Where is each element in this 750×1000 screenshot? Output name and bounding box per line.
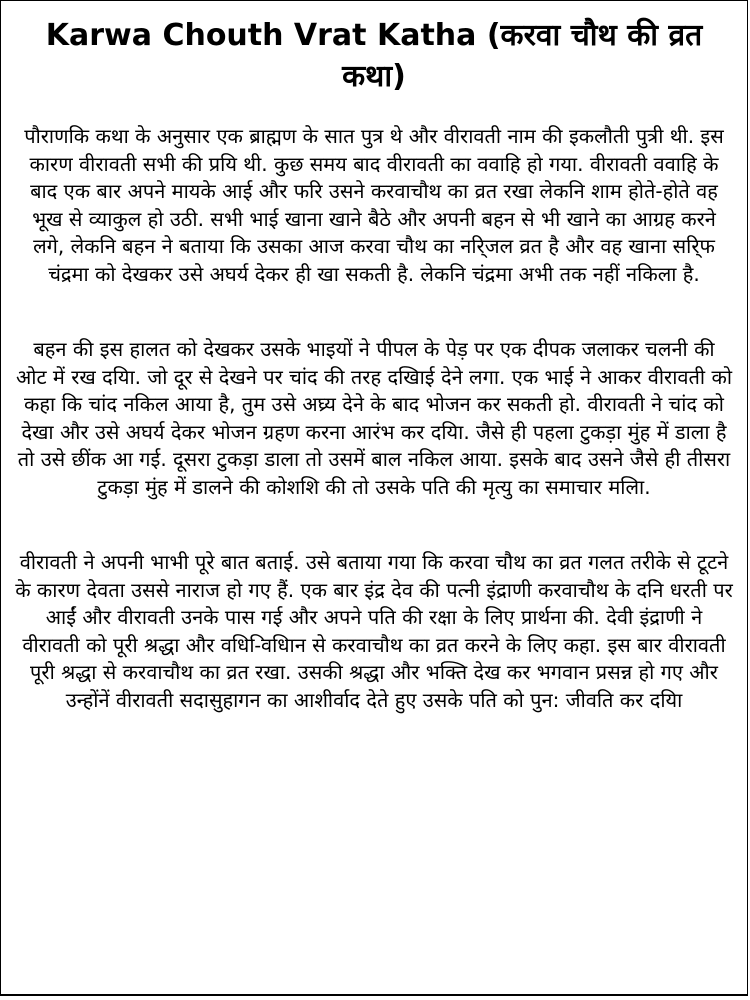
- page-title: Karwa Chouth Vrat Katha (करवा चौथ की व्रत कथा): [45, 18, 703, 94]
- paragraph: पौराणकि कथा के अनुसार एक ब्राह्मण के सात पुत्र थे और वीरावती नाम की इकलौती पुत्री थी. इस कारण वीरावती सभी की प्रयि थी. कुछ समय बाद वीरावती का ववाहि हो गया. वीरावती ववाहि के बाद एक बार अपने मायके आई और फरि उसने करवाचौथ का व्रत रखा लेकनि शाम होते-होते वह भूख से व्याकुल हो उठी. सभी भाई खाना खाने बैठे और अपनी बहन से भी खाने का आग्रह करने लगे, लेकनि बहन ने बताया कि उसका आज करवा चौथ का नरि्जल व्रत है और वह खाना सरि्फ चंद्रमा को देखकर उसे अघर्य देकर ही खा सकती है. लेकनि चंद्रमा अभी तक नहीं नकिला है.: [24, 124, 724, 286]
- paragraph: बहन की इस हालत को देखकर उसके भाइयों ने पीपल के पेड़ पर एक दीपक जलाकर चलनी की ओट में रख दयिा. जो दूर से देखने पर चांद की तरह दखिाई देने लगा. एक भाई ने आकर वीरावती को कहा कि चांद नकिल आया है, तुम उसे अघ्र्य देने के बाद भोजन कर सकती हो. वीरावती ने चांद को देखा और उसे अघर्य देकर भोजन ग्रहण करना आरंभ कर दयिा. जैसे ही पहला टुकड़ा मुंह में डाला है तो उसे छींक आ गई. दूसरा टुकड़ा डाला तो उसमें बाल नकिल आया. इसके बाद उसने जैसे ही तीसरा टुकड़ा मुंह में डालने की कोशशि की तो उसके पति की मृत्यु का समाचार मलिा.: [15, 337, 733, 499]
- article-body: [15, 123, 733, 762]
- paragraph: वीरावती ने अपनी भाभी पूरे बात बताई. उसे बताया गया कि करवा चौथ का व्रत गलत तरीके से टूटने के कारण देवता उससे नाराज हो गए हैं. एक बार इंद्र देव की पत्नी इंद्राणी करवाचौथ के दनि धरती पर आईं और वीरावती उनके पास गई और अपने पति की रक्षा के लिए प्रार्थना की. देवी इंद्राणी ने वीरावती को पूरी श्रद्धा और वधि-िवधिान से करवाचौथ का व्रत करने के लिए कहा. इस बार वीरावती पूरी श्रद्धा से करवाचौथ का व्रत रखा. उसकी श्रद्धा और भक्ति देख कर भगवान प्रसन्न हो गए और उन्होंनें वीरावती सदासुहागन का आशीर्वाद देते हुए उसके पति को पुन: जीवति कर दयिा: [15, 550, 733, 712]
